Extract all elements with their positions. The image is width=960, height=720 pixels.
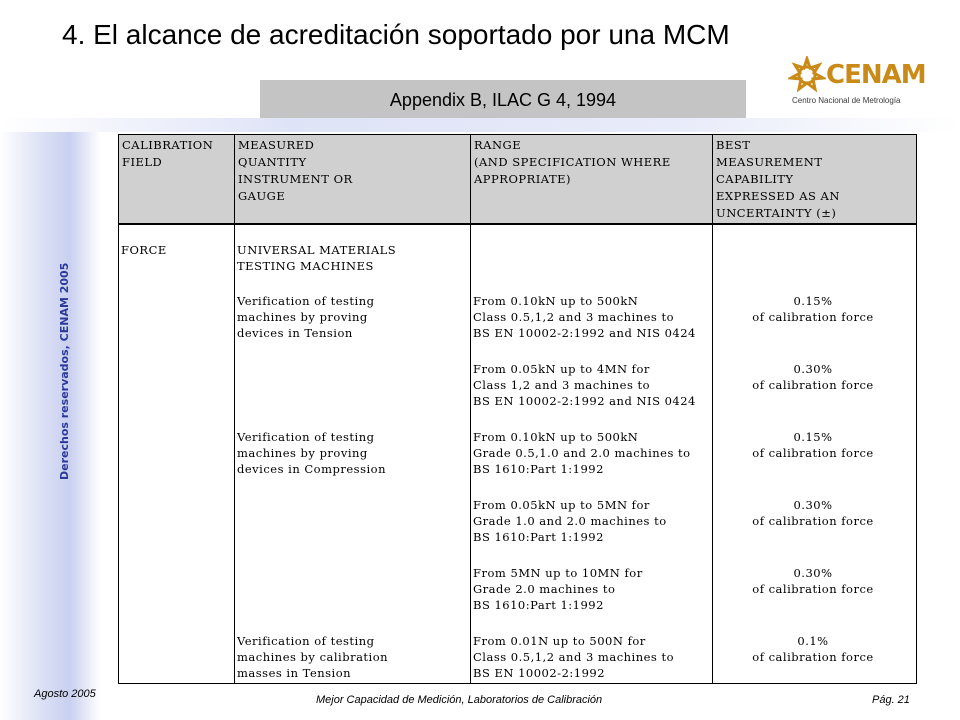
subtitle-text: Appendix B, ILAC G 4, 1994: [389, 90, 617, 110]
table-row-range: From 0.01N up to 500N for Class 0.5,1,2 and 3 machines to BS EN 10002-2:1992: [473, 634, 675, 680]
table-header: [118, 134, 917, 224]
column-divider: [470, 224, 471, 684]
table-row-instrument: Verification of testing machines by proving devices in Tension: [237, 294, 375, 340]
page-number: Pág. 21: [872, 694, 910, 706]
header-capability: BEST MEASUREMENT CAPABILITY EXPRESSED AS AN UNCERTAINTY (±): [713, 135, 916, 223]
table-row-range: From 5MN up to 10MN for Grade 2.0 machines to BS 1610:Part 1:1992: [473, 566, 643, 612]
left-decor-band: [0, 120, 100, 720]
header-calibration-field: CALIBRATION FIELD: [119, 135, 235, 223]
header-measured-quantity: MEASURED QUANTITY INSTRUMENT OR GAUGE: [235, 135, 471, 223]
footer-date: Agosto 2005: [34, 688, 96, 700]
table-row-capability: 0.30% of calibration force: [752, 362, 874, 392]
logo-subtext: Centro Nacional de Metrología: [792, 96, 901, 105]
table-row-capability: 0.1% of calibration force: [752, 634, 874, 664]
cenam-logo: [786, 52, 936, 108]
table-row-capability: 0.15% of calibration force: [752, 294, 874, 324]
subtitle-bar: [260, 80, 746, 118]
table-row-capability: 0.30% of calibration force: [752, 498, 874, 528]
table-row-capability: 0.30% of calibration force: [752, 566, 874, 596]
table-row-instrument: Verification of testing machines by calibration masses in Tension: [237, 634, 389, 680]
table-row-range: From 0.05kN up to 4MN for Class 1,2 and 3 machines to BS EN 10002-2:1992 and NIS 0424: [473, 362, 696, 408]
accreditation-table: [118, 134, 917, 684]
copyright-side-text: Derechos reservados, CENAM 2005: [58, 262, 71, 480]
top-decor-band: [0, 118, 960, 132]
table-row-range: From 0.10kN up to 500kN Grade 0.5,1.0 and 2.0 machines to BS 1610:Part 1:1992: [473, 430, 691, 476]
column-divider: [712, 224, 713, 684]
table-row-instrument: Verification of testing machines by proving devices in Compression: [237, 430, 386, 476]
table-row-range: From 0.10kN up to 500kN Class 0.5,1,2 and 3 machines to BS EN 10002-2:1992 and NIS 0424: [473, 294, 696, 340]
column-divider: [234, 224, 235, 684]
logo-word: CENAM: [826, 60, 926, 90]
cenam-emblem-icon: [788, 56, 826, 94]
table-row-capability: 0.15% of calibration force: [752, 430, 874, 460]
footer-title: Mejor Capacidad de Medición, Laboratorios de Calibración: [316, 694, 603, 706]
slide-title: 4. El alcance de acreditación soportado por una MCM: [62, 19, 730, 50]
header-range: RANGE (AND SPECIFICATION WHERE APPROPRIATE): [471, 135, 713, 223]
table-row-range: From 0.05kN up to 5MN for Grade 1.0 and 2.0 machines to BS 1610:Part 1:1992: [473, 498, 667, 544]
field-cell: FORCE: [121, 243, 167, 257]
instrument-group-cell: UNIVERSAL MATERIALS TESTING MACHINES: [237, 243, 397, 273]
